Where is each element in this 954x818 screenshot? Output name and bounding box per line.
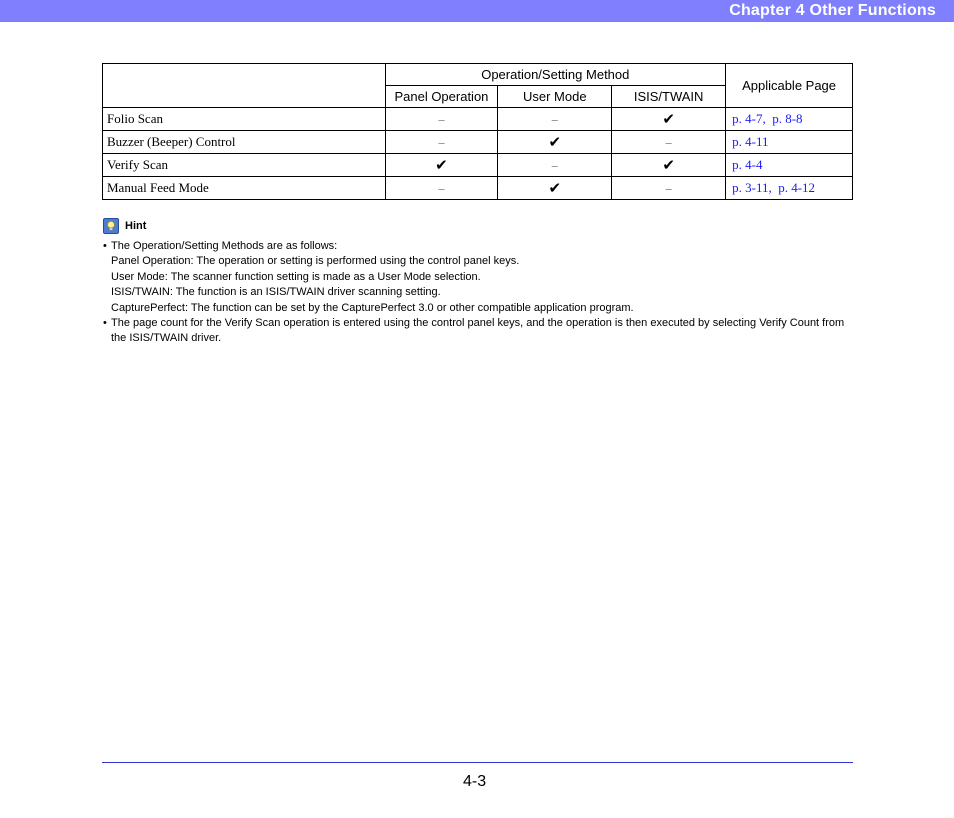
dash-mark: –	[438, 180, 445, 195]
footer-divider	[102, 762, 853, 763]
isis-twain-header: ISIS/TWAIN	[612, 86, 726, 108]
dash-mark: –	[551, 157, 558, 172]
list-item: • The Operation/Setting Methods are as follows: Panel Operation: The operation or setting is performed using the control panel keys. User Mode: The scanner function setting is made as a User Mode selection. ISIS/TWAIN: The function is an ISIS/TWAIN driver scanning setting. CapturePerfect: The function can be set by the CapturePerfect 3.0 or other compatible application program.	[103, 239, 855, 316]
page-link[interactable]: p. 3-11	[732, 180, 769, 195]
function-name: Verify Scan	[103, 154, 386, 177]
dash-mark: –	[438, 111, 445, 126]
hint-line: Panel Operation: The operation or setting is performed using the control panel keys.	[111, 255, 520, 268]
lightbulb-icon	[103, 218, 119, 234]
list-item: • The page count for the Verify Scan operation is entered using the control panel keys, and the operation is then executed by selecting Verify Count from the ISIS/TWAIN driver.	[103, 316, 855, 347]
operation-method-table	[102, 63, 853, 200]
page-link[interactable]: p. 4-4	[732, 157, 763, 172]
table-row: Folio Scan – – ✔ p. 4-7, p. 8-8	[103, 108, 853, 131]
operation-method-header: Operation/Setting Method	[385, 64, 726, 86]
panel-operation-header: Panel Operation	[385, 86, 498, 108]
table-row	[103, 154, 853, 177]
chapter-title: Chapter 4 Other Functions	[729, 2, 936, 19]
hint-heading	[103, 218, 146, 234]
dash-mark: –	[665, 180, 672, 195]
dash-mark: –	[551, 111, 558, 126]
function-name: Buzzer (Beeper) Control	[103, 131, 386, 154]
check-icon: ✔	[662, 110, 675, 128]
page-link[interactable]: p. 4-7	[732, 111, 763, 126]
check-icon: ✔	[548, 133, 562, 151]
hint-line: User Mode: The scanner function setting is made as a User Mode selection.	[111, 270, 481, 283]
page-link[interactable]: p. 4-11	[732, 134, 769, 149]
hint-bullet-text: The page count for the Verify Scan operation is entered using the control panel keys, and the operation is then executed by selecting Verify Count from the ISIS/TWAIN driver.	[111, 317, 845, 345]
check-icon: ✔	[435, 156, 448, 174]
function-header-cell	[103, 64, 386, 108]
hint-line: CapturePerfect: The function can be set by the CapturePerfect 3.0 or other compatible application program.	[111, 301, 634, 314]
table-row	[103, 131, 853, 154]
user-mode-header: User Mode	[498, 86, 612, 108]
function-name: Manual Feed Mode	[103, 177, 386, 200]
check-icon: ✔	[662, 156, 675, 174]
check-icon: ✔	[548, 179, 562, 197]
dash-mark: –	[665, 134, 672, 149]
hint-body	[103, 239, 855, 347]
chapter-header-bar	[0, 0, 954, 22]
hint-label: Hint	[125, 220, 147, 232]
applicable-page-header: Applicable Page	[726, 64, 853, 108]
table-row: Manual Feed Mode – ✔ – p. 3-11, p. 4-12	[103, 177, 853, 200]
page-number: 4-3	[463, 773, 487, 790]
hint-line: ISIS/TWAIN: The function is an ISIS/TWAIN driver scanning setting.	[111, 286, 441, 299]
function-name: Folio Scan	[103, 108, 386, 131]
page-link[interactable]: p. 8-8	[772, 111, 803, 126]
page-link[interactable]: p. 4-12	[778, 180, 816, 195]
dash-mark: –	[438, 134, 445, 149]
hint-bullet-intro: The Operation/Setting Methods are as follows:	[111, 240, 338, 252]
